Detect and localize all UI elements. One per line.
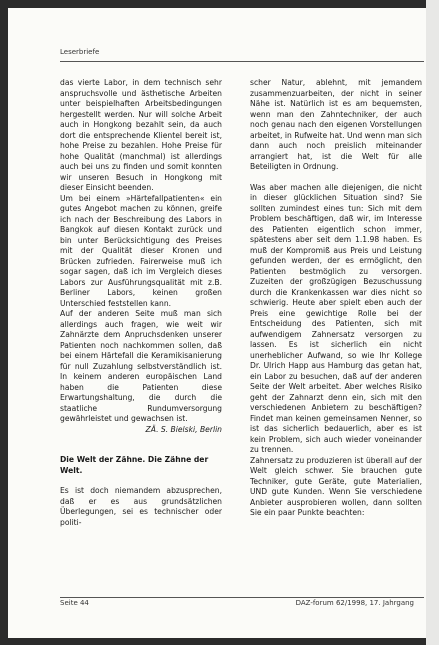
letter2-paragraph-4: Zahnersatz zu produzieren ist überall auf der Welt gleich schwer. Sie brauchen gute Techniker, gute Geräte, gute Materialien, UND gute Kunden. Wenn Sie verschiedene Anbieter ausprobieren wollen, dann sollten Sie ein paar Punkte beachten: <box>250 455 422 517</box>
footer-rule <box>60 597 424 598</box>
spacer <box>60 476 222 486</box>
page-edge <box>426 0 439 645</box>
letter1-paragraph-2: Um bei einem »Härtefallpatienten« ein gutes Angebot machen zu können, greife ich nach der Beschreibung des Labors in Bangkok auf diesen Kontakt zurück und bin unter Berücksichtigung des Preises mit der Qualität dieser Kronen und Brücken zufrieden. Fairerweise muß ich sogar sagen, daß ich im Vergleich dieses Labors zur Ausführungsqualität mit z.B. Berliner Labors, keinen großen Unterschied feststellen kann. <box>60 193 222 308</box>
section-header: Leserbriefe <box>60 48 100 56</box>
spacer <box>60 435 222 455</box>
letter2-paragraph-3: Was aber machen alle diejenigen, die nicht in dieser glücklichen Situation sind? Sie sollten zumindest eines tun: Sich mit dem Problem beschäftigen, daß wir, im Interesse des Patienten eigentlich schon immer, spätestens aber seit dem 1.1.98 haben. Es muß der Kompromiß aus Preis und Leistung gefunden werden, der es ermöglicht, den Patienten bestmöglich zu versorgen. Zuzeiten der großzügigen Bezuschussung durch die Krankenkassen war dies nicht so schwierig. Heute aber spielt eben auch der Preis eine gewichtige Rolle bei der Entscheidung des Patienten, sich mit aufwendigem Zahnersatz versorgen zu lassen. Es ist sicherlich ein nicht unerheblicher Aufwand, so wie Ihr Kollege Dr. Ulrich Happ aus Hamburg das getan hat, ein Labor zu besuchen, daß auf der anderen Seite der Welt arbeitet. Aber welches Risiko geht der Zahnarzt denn ein, sich mit den verschiedenen Anbietern zu beschäftigen? Findet man keinen gemeinsamen Nenner, so ist das sicherlich bedauerlich, aber es ist kein Problem, sich auch wieder voneinander zu trennen. <box>250 182 422 454</box>
letter2-paragraph-1: Es ist doch niemandem abzusprechen, daß er es aus grundsätzlichen Überlegungen, sei es technischer oder politi- <box>60 486 222 527</box>
journal-info: DAZ-forum 62/1998, 17. Jahrgang <box>295 599 414 607</box>
spacer <box>250 173 422 183</box>
magazine-page <box>8 8 426 638</box>
page-number: Seite 44 <box>60 599 89 607</box>
column-right <box>250 78 422 519</box>
letter1-signature: ZÄ. S. Bielski, Berlin <box>145 424 222 434</box>
column-left <box>60 78 222 528</box>
letter2-paragraph-2: scher Natur, ablehnt, mit jemandem zusammenzuarbeiten, der nicht in seiner Nähe ist. Natürlich ist es am bequemsten, wenn man den Zahntechniker, der auch noch genau nach den eigenen Vorstellungen arbeitet, in Rufweite hat. Und wenn man sich dann auch noch preislich miteinander arrangiert hat, ist die Welt für alle Beteiligten in Ordnung. <box>250 78 422 171</box>
header-rule <box>60 61 424 62</box>
letter2-heading: Die Welt der Zähne. Die Zähne der Welt. <box>60 455 209 475</box>
letter1-paragraph-3: Auf der anderen Seite muß man sich allerdings auch fragen, wie weit wir Zahnärzte dem Anpruchsdenken unserer Patienten noch nachkommen sollen, daß bei einem Härtefall die Keramikisanierung für null Zuzahlung selbstverständlich ist. In keinem anderen europäischen Land haben die Patienten diese Erwartungshaltung, die durch die staatliche Rundumversorgung gewährleistet und gewachsen ist. <box>60 309 222 423</box>
letter1-paragraph-1: das vierte Labor, in dem technisch sehr anspruchsvolle und ästhetische Arbeiten unter beispielhaften Arbeitsbedingungen hergestellt werden. Nur will solche Arbeit auch in Hongkong bezahlt sein, da auch dort die entsprechende Klientel bereit ist, hohe Preise zu bezahlen. Hohe Preise für hohe Qualität (manchmal) ist allerdings auch bei uns zu finden und somit konnten wir unseren Besuch in Hongkong mit dieser Einsicht beenden. <box>60 78 222 192</box>
